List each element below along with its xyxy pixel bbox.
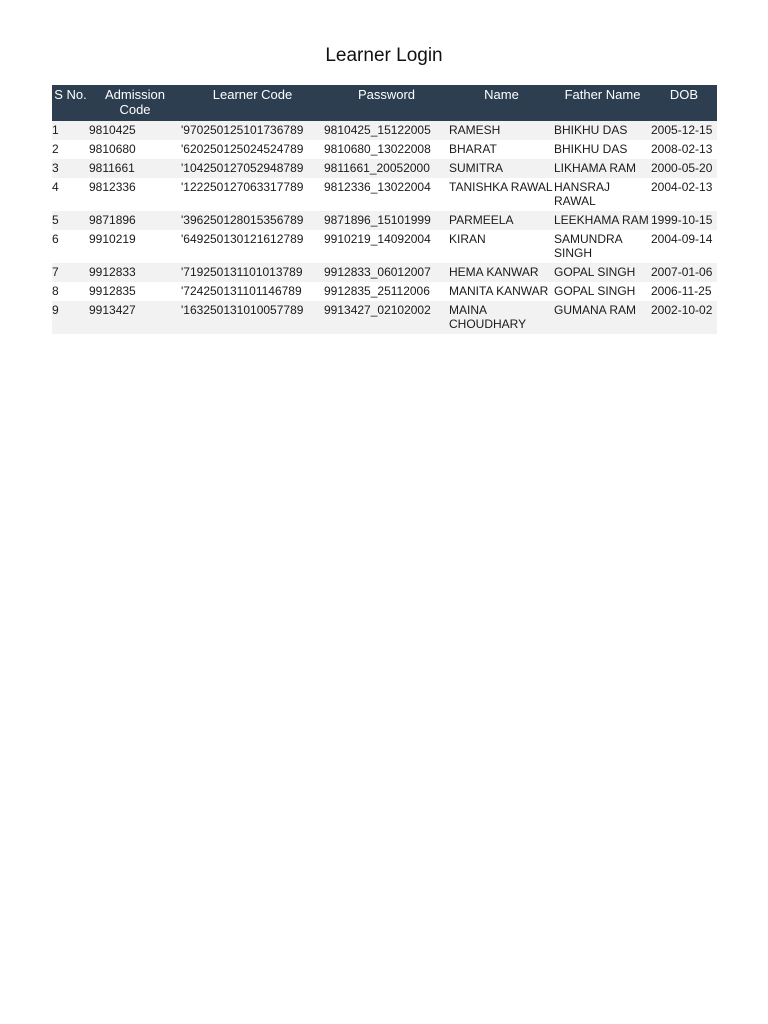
header-password: Password [324,85,449,121]
cell-sno: 8 [52,282,89,301]
cell-dob: 2004-09-14 [651,230,717,263]
cell-password: 9812336_13022004 [324,178,449,211]
table-row [52,301,717,334]
table-row [52,178,717,211]
cell-password: 9912833_06012007 [324,263,449,282]
header-learner-code: Learner Code [181,85,324,121]
header-row [52,85,717,121]
cell-name: MANITA KANWAR [449,282,554,301]
cell-sno: 7 [52,263,89,282]
cell-password: 9910219_14092004 [324,230,449,263]
cell-father-name: GUMANA RAM [554,301,651,334]
table-row [52,211,717,230]
header-dob: DOB [651,85,717,121]
cell-sno: 6 [52,230,89,263]
cell-admission-code: 9812336 [89,178,181,211]
cell-password: 9912835_25112006 [324,282,449,301]
table-header [52,85,717,121]
cell-name: RAMESH [449,121,554,140]
table-row [52,159,717,178]
cell-admission-code: 9810680 [89,140,181,159]
cell-name: HEMA KANWAR [449,263,554,282]
cell-admission-code: 9871896 [89,211,181,230]
cell-learner-code: '620250125024524789 [181,140,324,159]
cell-father-name: SAMUNDRA SINGH [554,230,651,263]
header-sno: S No. [52,85,89,121]
cell-sno: 4 [52,178,89,211]
cell-dob: 2000-05-20 [651,159,717,178]
cell-learner-code: '104250127052948789 [181,159,324,178]
cell-dob: 2006-11-25 [651,282,717,301]
cell-learner-code: '649250130121612789 [181,230,324,263]
cell-sno: 3 [52,159,89,178]
header-father-name: Father Name [554,85,651,121]
cell-father-name: LIKHAMA RAM [554,159,651,178]
cell-admission-code: 9912835 [89,282,181,301]
cell-learner-code: '719250131101013789 [181,263,324,282]
learner-table [52,85,717,334]
table-row [52,140,717,159]
cell-name: KIRAN [449,230,554,263]
cell-father-name: BHIKHU DAS [554,121,651,140]
page-title: Learner Login [325,45,443,66]
cell-learner-code: '163250131010057789 [181,301,324,334]
cell-father-name: LEEKHAMA RAM [554,211,651,230]
table-row [52,230,717,263]
cell-name: PARMEELA [449,211,554,230]
header-name: Name [449,85,554,121]
cell-password: 9871896_15101999 [324,211,449,230]
cell-dob: 1999-10-15 [651,211,717,230]
cell-learner-code: '724250131101146789 [181,282,324,301]
cell-learner-code: '970250125101736789 [181,121,324,140]
cell-admission-code: 9811661 [89,159,181,178]
cell-dob: 2004-02-13 [651,178,717,211]
table-row [52,263,717,282]
cell-learner-code: '396250128015356789 [181,211,324,230]
table-row [52,282,717,301]
cell-name: TANISHKA RAWAL [449,178,554,211]
cell-learner-code: '122250127063317789 [181,178,324,211]
cell-password: 9811661_20052000 [324,159,449,178]
cell-name: SUMITRA [449,159,554,178]
cell-password: 9913427_02102002 [324,301,449,334]
cell-sno: 2 [52,140,89,159]
cell-name: BHARAT [449,140,554,159]
cell-dob: 2008-02-13 [651,140,717,159]
cell-father-name: HANSRAJ RAWAL [554,178,651,211]
cell-dob: 2005-12-15 [651,121,717,140]
cell-admission-code: 9910219 [89,230,181,263]
header-admission-code: Admission Code [89,85,181,121]
cell-sno: 9 [52,301,89,334]
cell-admission-code: 9912833 [89,263,181,282]
cell-sno: 1 [52,121,89,140]
cell-password: 9810425_15122005 [324,121,449,140]
table-row [52,121,717,140]
cell-father-name: BHIKHU DAS [554,140,651,159]
cell-admission-code: 9810425 [89,121,181,140]
cell-father-name: GOPAL SINGH [554,263,651,282]
cell-password: 9810680_13022008 [324,140,449,159]
table-body [52,121,717,334]
cell-sno: 5 [52,211,89,230]
cell-admission-code: 9913427 [89,301,181,334]
cell-name: MAINA CHOUDHARY [449,301,554,334]
cell-father-name: GOPAL SINGH [554,282,651,301]
cell-dob: 2007-01-06 [651,263,717,282]
cell-dob: 2002-10-02 [651,301,717,334]
